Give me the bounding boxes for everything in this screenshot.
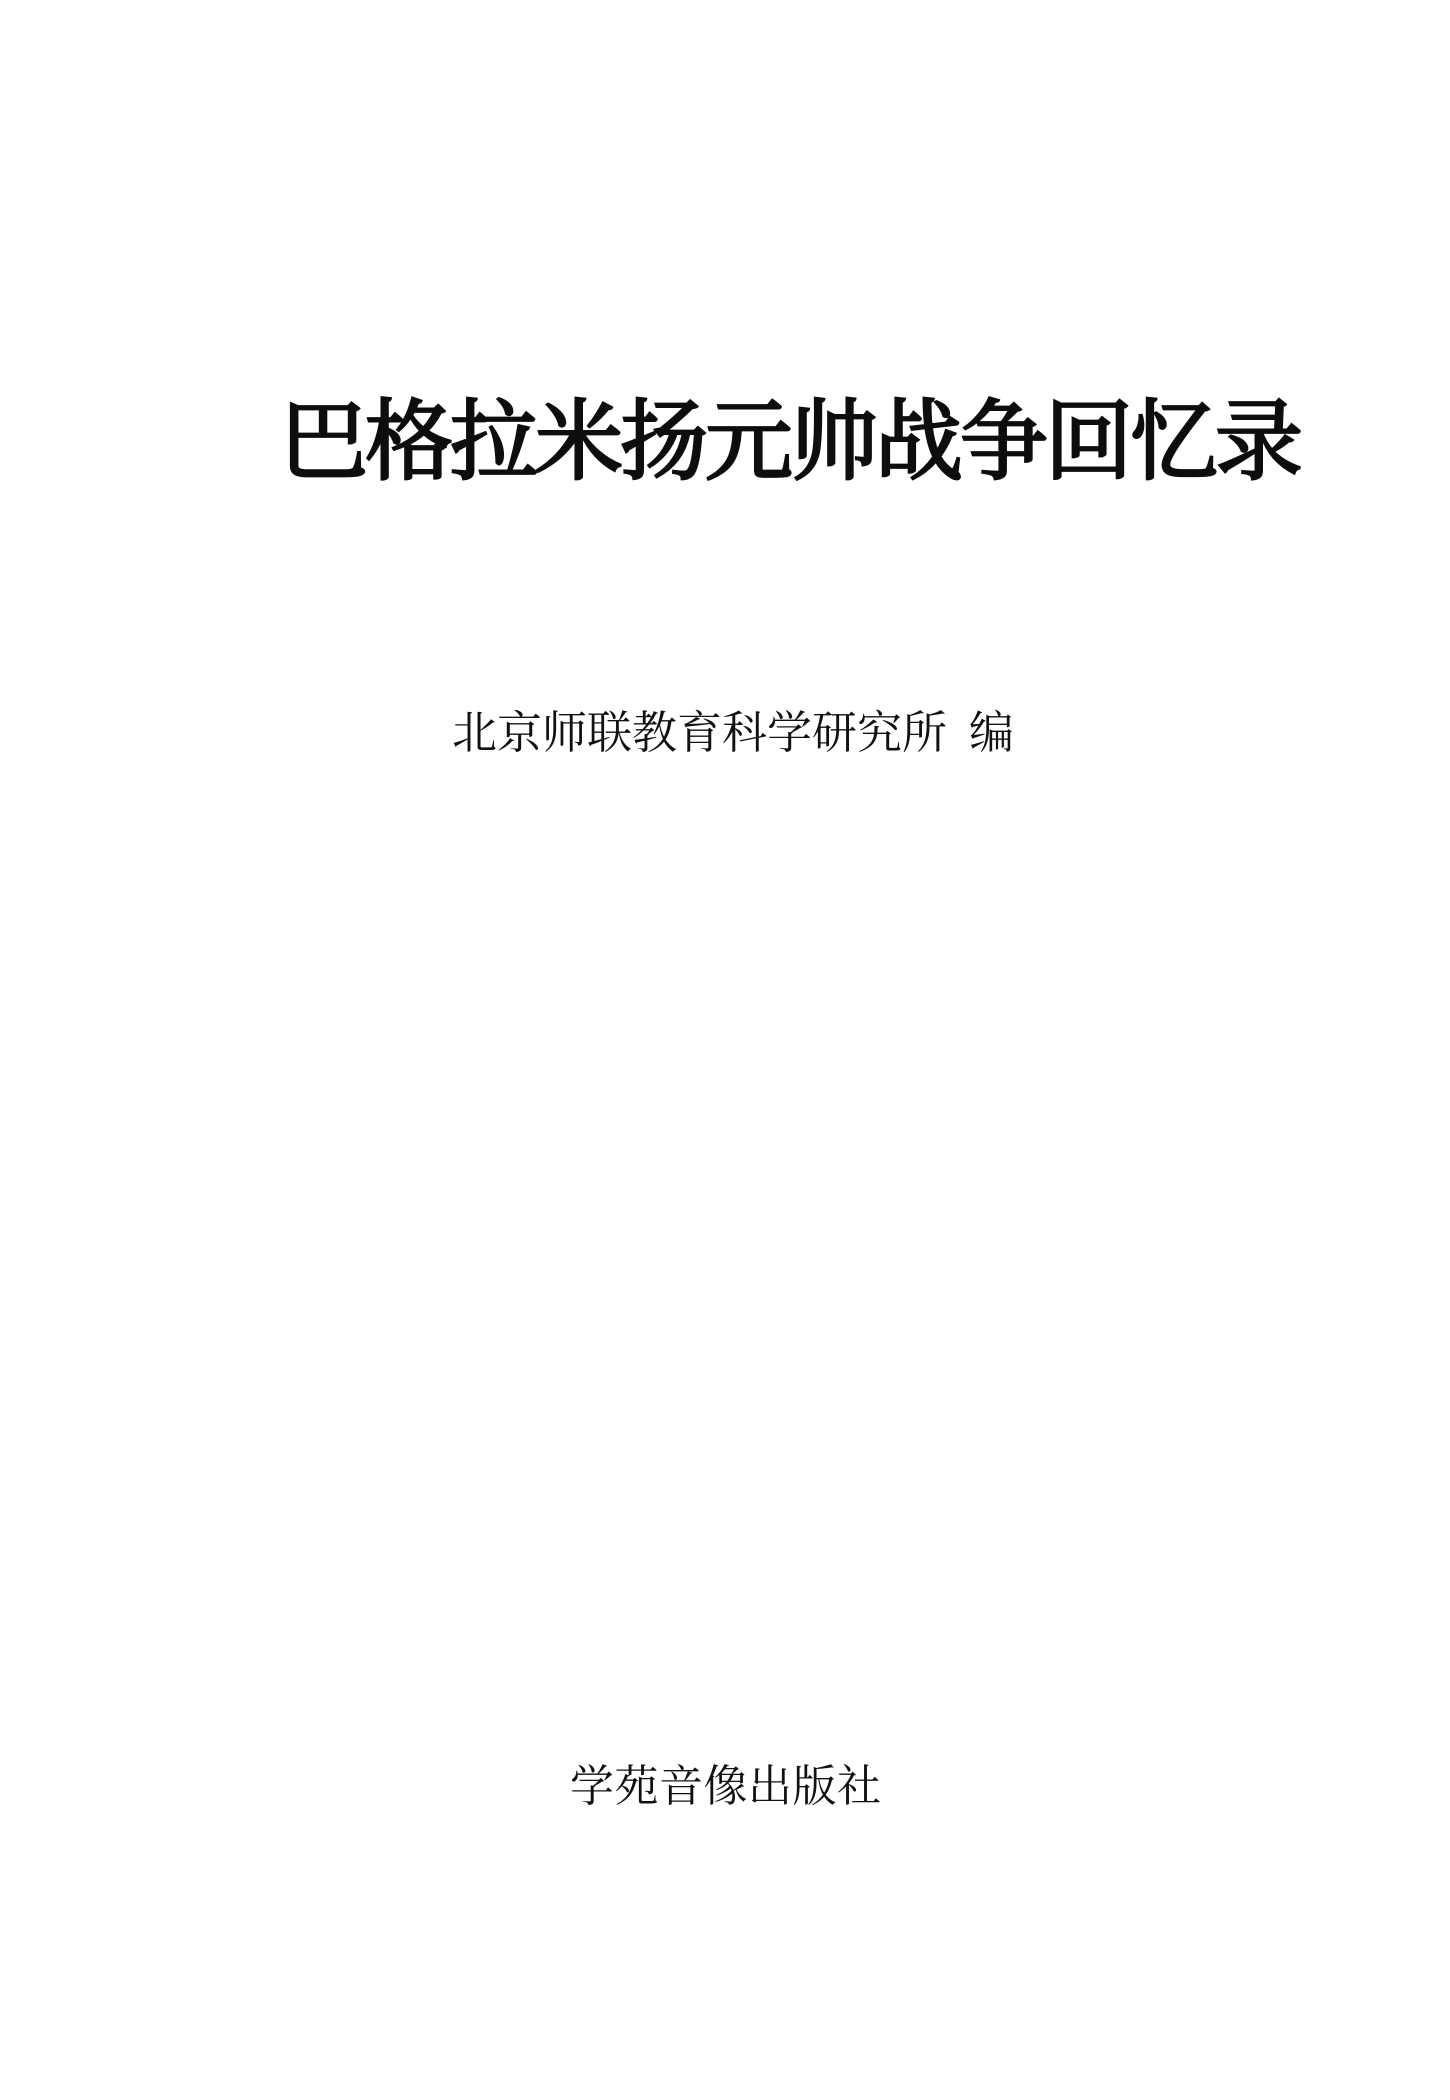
editor-organization: 北京师联教育科学研究所 [452, 707, 948, 758]
editor-role-label: 编 [969, 707, 1015, 758]
book-title: 巴格拉米扬元帅战争回忆录 [280, 392, 1301, 491]
editor-byline [452, 708, 1014, 758]
publisher-name: 学苑音像出版社 [570, 1762, 882, 1811]
